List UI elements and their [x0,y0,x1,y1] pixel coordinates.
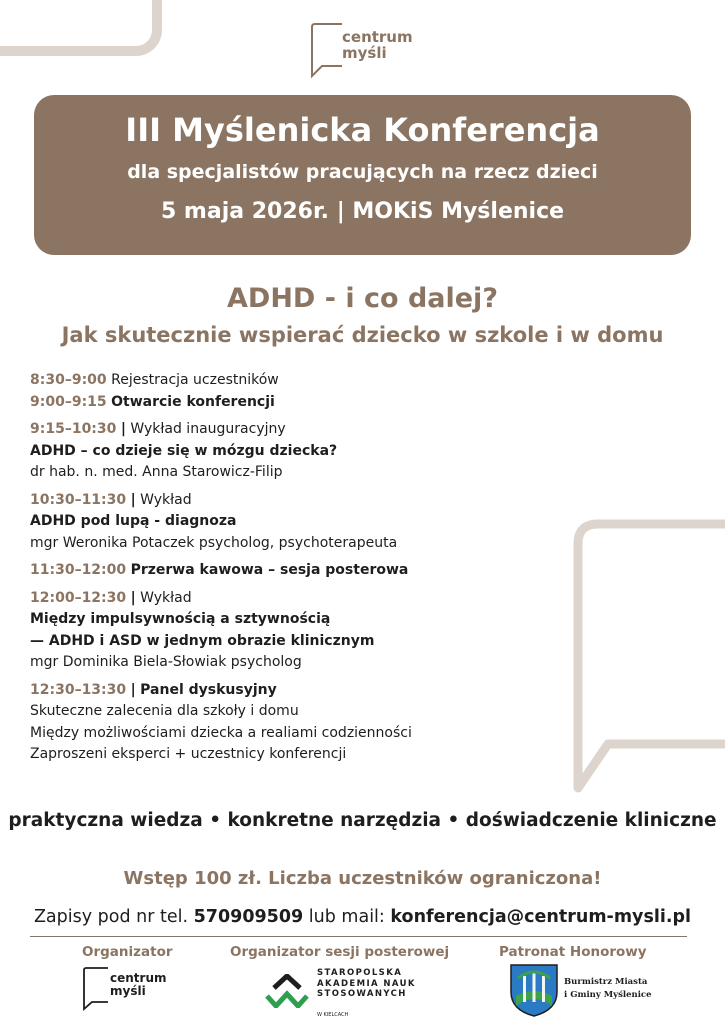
spans-city: W KIELCACH [317,1012,349,1018]
conference-subtitle: dla specjalistów pracujących na rzecz dzieci [127,161,598,183]
topic-title: ADHD - i co dalej? [227,283,498,314]
agenda [30,370,570,772]
conference-title: III Myślenicka Konferencja [125,111,600,149]
agenda-block-diagnosis: 10:30–11:30 | Wykład ADHD pod lupą - diagnoza mgr Weronika Potaczek psycholog, psychoterapeuta [30,491,398,551]
entry-fee-note: Wstęp 100 zł. Liczba uczestników ograniczona! [123,868,602,889]
agenda-block-registration: 8:30–9:00 Rejestracja uczestników 9:00–9:15 Otwarcie konferencji [30,372,279,410]
organizer-label: Organizator [82,944,173,960]
myslenice-crest-icon [508,962,560,1018]
header-logo-text: centrum myśli [342,28,413,62]
topic-subtitle: Jak skutecznie wspierać dziecko w szkole i w domu [61,323,664,347]
agenda-block-panel: 12:30–13:30 | Panel dyskusyjny Skuteczne zalecenia dla szkoły i domu Między możliwościami dziecka a realiami codzienności Zaproszeni eksperci + uczestnicy konferencji [30,681,412,762]
contact-line: Zapisy pod nr tel. 570909509 lub mail: konferencja@centrum-mysli.pl [33,907,692,927]
phone-number: 570909509 [193,907,304,927]
decorative-corner-top-left [0,0,162,56]
footer-divider [30,936,687,937]
email-address: konferencja@centrum-mysli.pl [390,907,692,927]
conference-date-place: 5 maja 2026r. | MOKiS Myślenice [160,199,565,224]
centrum-mysli-logo-icon [310,22,344,80]
poster-organizer-label: Organizator sesji posterowej [230,944,450,960]
agenda-block-inaugural: 9:15–10:30 | Wykład inauguracyjny ADHD – co dzieje się w mózgu dziecka? dr hab. n. med. Anna Starowicz-Filip [30,421,338,480]
conference-banner [34,95,691,255]
centrum-mysli-footer-logo-icon [82,966,110,1012]
patron-name: Burmistrz Miasta i Gminy Myślenice [564,977,652,1000]
footer-logo-text: centrum myśli [110,971,167,998]
spans-name: STAROPOLSKA AKADEMIA NAUK STOSOWANYCH [317,968,416,999]
agenda-block-adhd-asd: 12:00–12:30 | Wykład Między impulsywnością a sztywnością — ADHD i ASD w jednym obrazie klinicznym mgr Dominika Biela-Słowiak psycholog [30,589,375,670]
keywords-line: praktyczna wiedza • konkretne narzędzia • doświadczenie kliniczne [8,810,717,831]
decorative-speech-bubble-right [573,519,725,793]
agenda-block-break: 11:30–12:00 Przerwa kawowa – sesja posterowa [30,562,409,578]
spans-logo-icon [264,974,310,1008]
patron-label: Patronat Honorowy [499,944,647,960]
